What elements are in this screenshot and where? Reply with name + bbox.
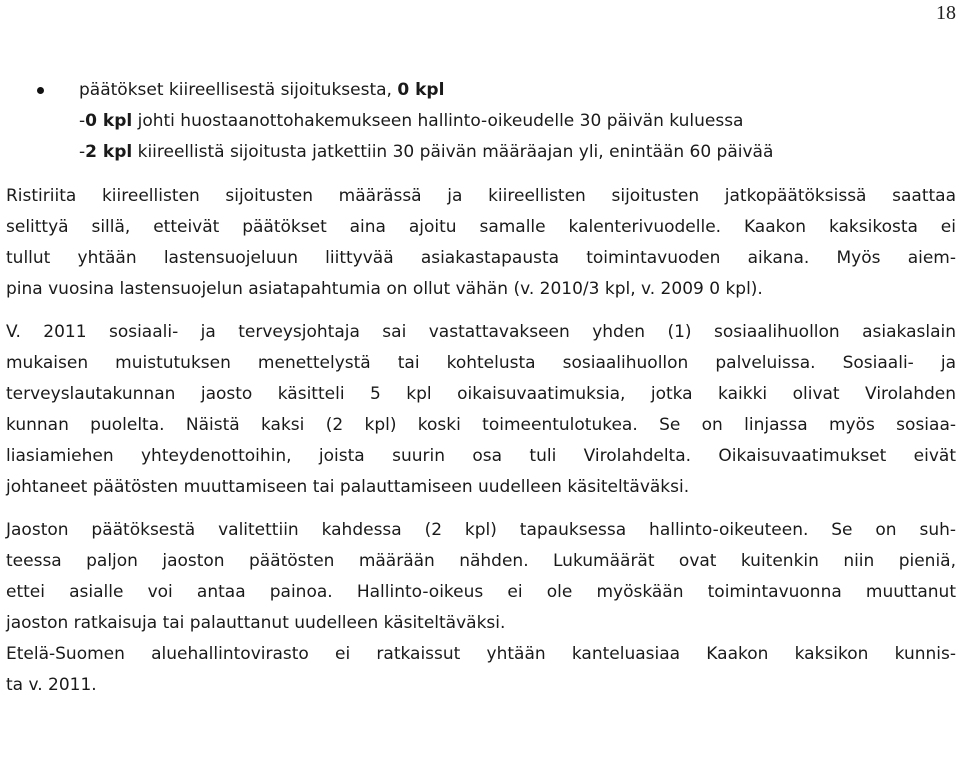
paragraph-line: liasiamiehen yhteydenottoihin, joista suurin osa tuli Virolahdelta. Oikaisuvaatimukset eivät xyxy=(6,446,956,466)
bullet-main-text: päätökset kiireellisestä sijoituksesta, xyxy=(79,80,398,100)
paragraph-line: tullut yhtään lastensuojeluun liittyvää asiakastapausta toimintavuoden aikana. Myös aiem- xyxy=(6,248,956,268)
paragraph-line: Etelä-Suomen aluehallintovirasto ei ratkaissut yhtään kanteluasiaa Kaakon kaksikon kunnis- xyxy=(6,644,956,664)
bullet-sub-line-2 xyxy=(79,137,956,168)
bullet-main-count: 0 kpl xyxy=(397,80,445,100)
paragraph-line: V. 2011 sosiaali- ja terveysjohtaja sai vastattavakseen yhden (1) sosiaalihuollon asiakaslain xyxy=(6,322,956,342)
paragraph-line: Jaoston päätöksestä valitettiin kahdessa (2 kpl) tapauksessa hallinto-oikeuteen. Se on suh- xyxy=(6,520,956,540)
sub1-dash: - xyxy=(79,111,86,131)
document-body xyxy=(6,75,956,701)
paragraph-line: kunnan puolelta. Näistä kaksi (2 kpl) koski toimeentulotukea. Se on linjassa myös sosiaa- xyxy=(6,415,956,435)
sub2-count: 2 kpl xyxy=(85,142,133,162)
bullet-list-item xyxy=(6,75,956,168)
paragraph-line: ta v. 2011. xyxy=(6,675,97,695)
paragraph-line: johtaneet päätösten muuttamiseen tai palauttamiseen uudelleen käsiteltäväksi. xyxy=(6,477,690,497)
sub2-dash: - xyxy=(79,142,86,162)
paragraph-line: Ristiriita kiireellisten sijoitusten määrässä ja kiireellisten sijoitusten jatkopäätöksissä saattaa xyxy=(6,186,956,206)
paragraph-4 xyxy=(6,639,956,701)
paragraph-line: teessa paljon jaoston päätösten määrään nähden. Lukumäärät ovat kuitenkin niin pieniä, xyxy=(6,551,956,571)
paragraph-line: jaoston ratkaisuja tai palauttanut uudelleen käsiteltäväksi. xyxy=(6,613,506,633)
paragraph-line: selittyä sillä, etteivät päätökset aina ajoitu samalle kalenterivuodelle. Kaakon kaksikosta ei xyxy=(6,217,956,237)
bullet-main-line xyxy=(79,75,956,106)
sub1-count: 0 kpl xyxy=(85,111,133,131)
bullet-icon xyxy=(37,87,44,94)
paragraph-line: terveyslautakunnan jaosto käsitteli 5 kpl oikaisuvaatimuksia, jotka kaikki olivat Virolahden xyxy=(6,384,956,404)
paragraph-1 xyxy=(6,181,956,305)
paragraph-line: pina vuosina lastensuojelun asiatapahtumia on ollut vähän (v. 2010/3 kpl, v. 2009 0 kpl). xyxy=(6,279,763,299)
sub1-text: johti huostaanottohakemukseen hallinto-oikeudelle 30 päivän kuluessa xyxy=(132,111,744,131)
sub2-text: kiireellistä sijoitusta jatkettiin 30 päivän määräajan yli, enintään 60 päivää xyxy=(132,142,774,162)
paragraph-line: mukaisen muistutuksen menettelystä tai kohtelusta sosiaalihuollon palveluissa. Sosiaali- ja xyxy=(6,353,956,373)
page-number: 18 xyxy=(936,2,956,24)
paragraph-line: ettei asialle voi antaa painoa. Hallinto-oikeus ei ole myöskään toimintavuonna muuttanut xyxy=(6,582,956,602)
bullet-sub-line-1 xyxy=(79,106,956,137)
paragraph-2 xyxy=(6,317,956,503)
paragraph-3 xyxy=(6,515,956,639)
